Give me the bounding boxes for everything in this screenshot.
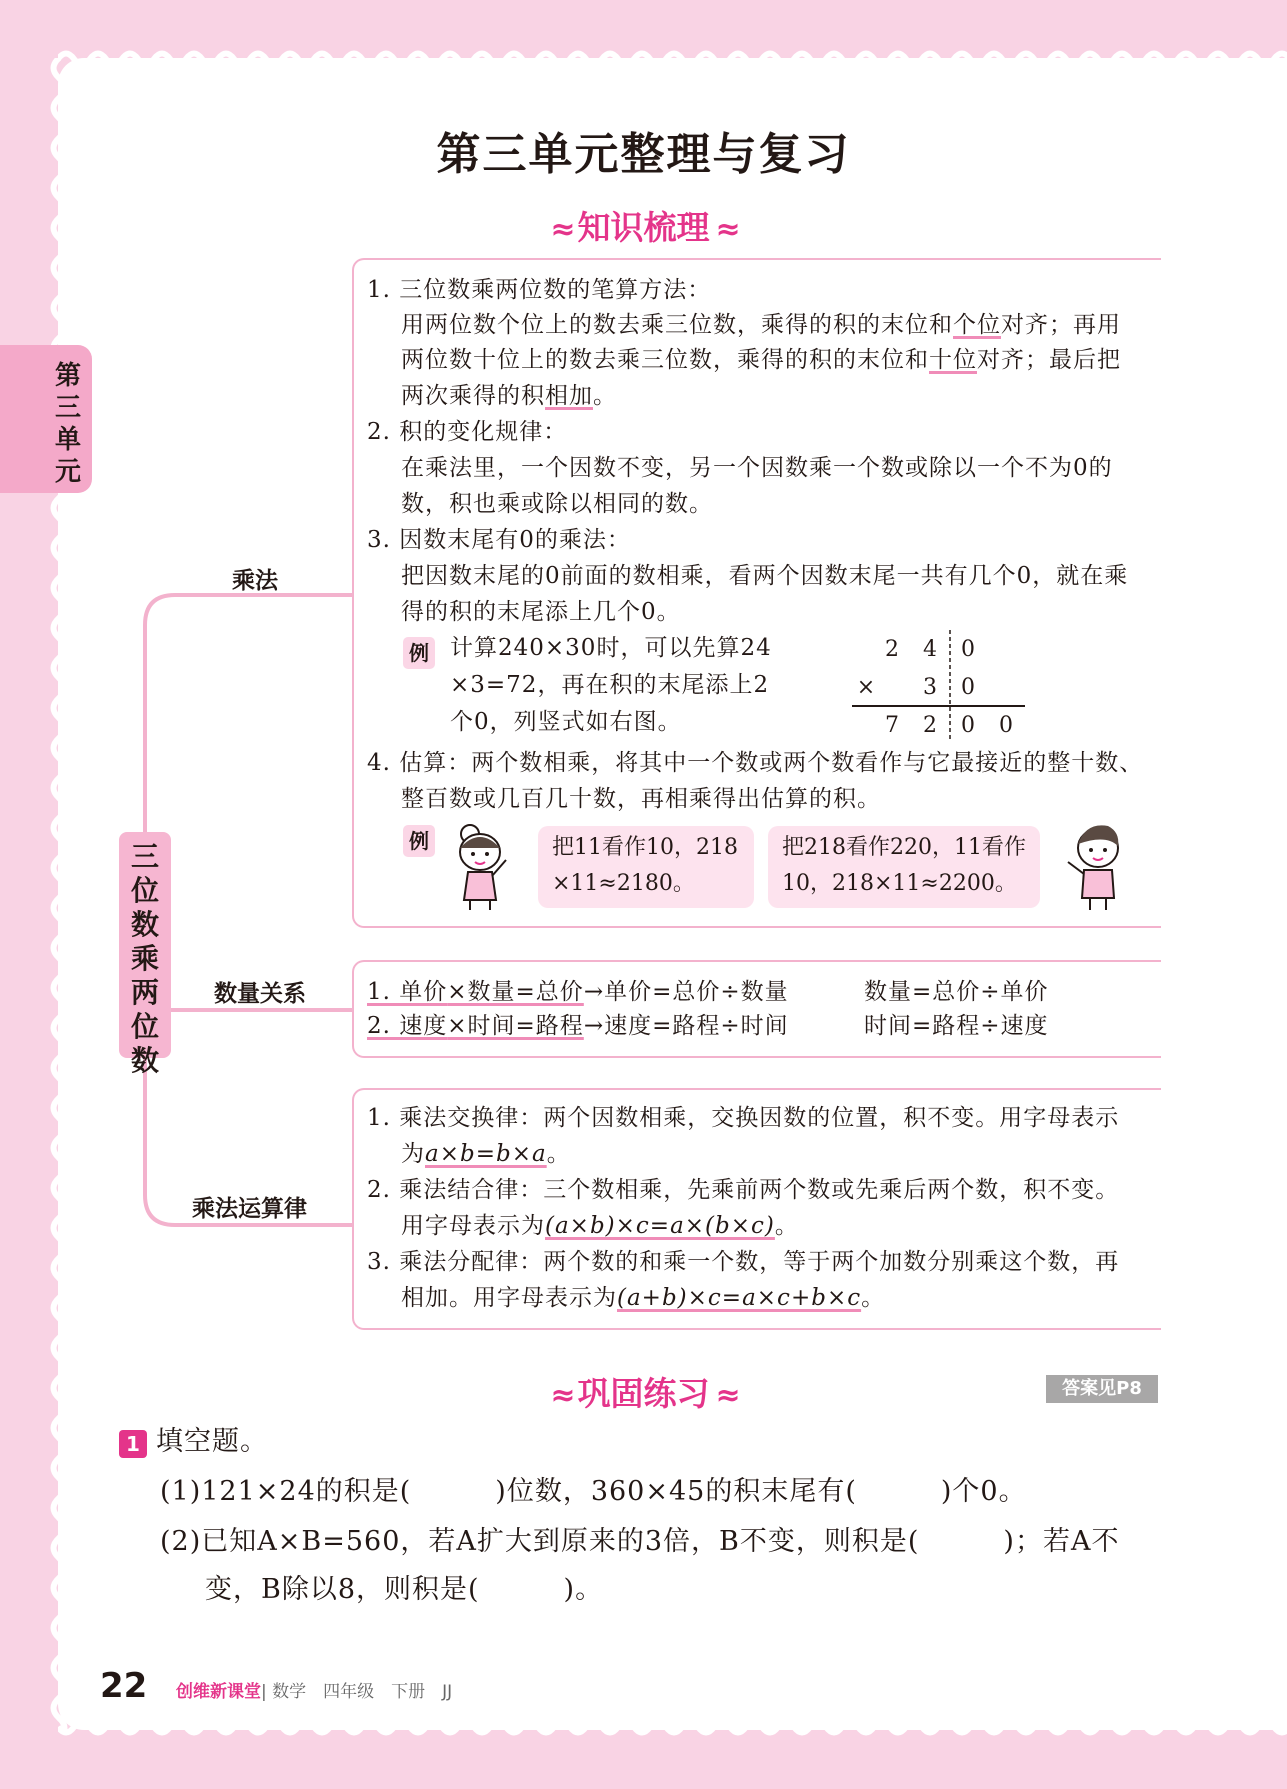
question-item-1: (1)121×24的积是( )位数，360×45的积末尾有( )个0。 — [160, 1476, 1027, 1507]
mult-line-9: 把因数末尾的0前面的数相乘，看两个因数末尾一共有几个0，就在乘 — [401, 563, 1129, 589]
question-title: 填空题。 — [156, 1426, 268, 1457]
text: 。 — [593, 383, 617, 409]
example1-line-3: 个0，列竖式如右图。 — [450, 709, 682, 735]
girl-avatar — [440, 820, 520, 912]
highlight-text: 相加 — [545, 383, 593, 409]
text: 两次乘得的积 — [401, 383, 545, 409]
mult-line-12: 整百数或几百几十数，再相乘得出估算的积。 — [401, 786, 881, 812]
text: 两位数十位上的数去乘三位数，乘得的积的末位和 — [401, 347, 929, 373]
branch-label-quantity: 数量关系 — [214, 981, 306, 1007]
footer-book-info — [176, 1677, 452, 1702]
laws-line-3: 2. 乘法结合律：三个数相乘，先乘前两个数或先乘后两个数，积不变。 — [367, 1177, 1120, 1203]
quantity-line-2 — [367, 1008, 789, 1044]
example-label: 例 — [403, 637, 435, 669]
question-number-badge: 1 — [119, 1430, 147, 1458]
calc-digit: 2 — [923, 713, 937, 738]
mult-line-2 — [401, 307, 1121, 343]
highlight-text: 1. 单价 — [367, 979, 448, 1005]
bubble-line: 10，218×11≈2200。 — [782, 871, 1017, 896]
text: 对齐；再用 — [1001, 312, 1121, 338]
text: 对齐；最后把 — [977, 347, 1121, 373]
calc-digit: 0 — [961, 675, 975, 700]
quantity-line-2-right: 时间=路程÷速度 — [864, 1013, 1049, 1039]
mult-line-4 — [401, 378, 617, 414]
question-item-2-line-2: 变，B除以8，则积是( )。 — [205, 1574, 604, 1605]
wave-icon: ≈ — [715, 1378, 737, 1413]
wave-icon: ≈ — [715, 212, 737, 247]
text: →单价=总价÷数量 — [583, 979, 789, 1005]
text: 为 — [401, 1141, 425, 1167]
footer-rest: | 数学 四年级 下册 JJ — [261, 1682, 453, 1702]
page-number: 22 — [100, 1666, 148, 1706]
section-heading-practice-label: 巩固练习 — [577, 1374, 710, 1413]
laws-line-4 — [401, 1208, 799, 1244]
quantity-line-1 — [367, 974, 789, 1010]
formula-text: (a+b)×c=a×c+b×c — [617, 1285, 862, 1311]
example1-line-1: 计算240×30时，可以先算24 — [450, 635, 772, 661]
quantity-line-1-right: 数量=总价÷单价 — [864, 979, 1049, 1005]
text: 。 — [861, 1285, 886, 1311]
branch-label-multiplication: 乘法 — [232, 568, 278, 594]
highlight-text: 个位 — [953, 312, 1001, 338]
calc-digit: 0 — [999, 713, 1013, 738]
mind-map-center-label: 三位数乘两位数 — [130, 840, 159, 1077]
calc-digit: 0 — [961, 637, 975, 662]
calc-digit: 4 — [923, 637, 937, 662]
boy-avatar — [1056, 818, 1136, 912]
text: 用字母表示为 — [401, 1213, 545, 1239]
wave-icon: ≈ — [550, 212, 572, 247]
calc-digit: 2 — [885, 637, 899, 662]
mult-line-5: 2. 积的变化规律： — [367, 419, 568, 445]
highlight-text: ×数量=总价 — [447, 979, 584, 1005]
mult-line-8: 3. 因数末尾有0的乘法： — [367, 527, 631, 553]
text: 。 — [774, 1213, 799, 1239]
branch-label-laws: 乘法运算律 — [192, 1196, 307, 1222]
mult-line-7: 数，积也乘或除以相同的数。 — [401, 491, 713, 517]
calc-digit: 0 — [961, 713, 975, 738]
laws-line-1: 1. 乘法交换律：两个因数相乘，交换因数的位置，积不变。用字母表示 — [367, 1105, 1120, 1131]
mult-line-3 — [401, 342, 1121, 378]
page-title: 第三单元整理与复习 — [436, 129, 851, 180]
answer-reference-tag: 答案见P8 — [1046, 1375, 1158, 1403]
bubble-line: 把218看作220，11看作 — [782, 835, 1026, 860]
mult-line-1: 1. 三位数乘两位数的笔算方法： — [367, 277, 712, 303]
mult-line-6: 在乘法里，一个因数不变，另一个因数乘一个数或除以一个不为0的 — [401, 455, 1113, 481]
example1-line-2: ×3=72，再在积的末尾添上2 — [450, 672, 770, 698]
wave-icon: ≈ — [550, 1378, 572, 1413]
speech-bubble-girl — [538, 826, 754, 908]
formula-text: a×b=b×a — [425, 1141, 547, 1167]
highlight-text: ×时间=路程 — [447, 1013, 584, 1039]
footer-brand: 创维新课堂 — [176, 1682, 261, 1702]
speech-bubble-boy — [768, 826, 1040, 908]
example-label: 例 — [403, 825, 435, 857]
section-heading-knowledge-label: 知识梳理 — [577, 208, 710, 247]
calc-digit: 3 — [923, 675, 937, 700]
question-item-2-line-1: (2)已知A×B=560，若A扩大到原来的3倍，B不变，则积是( )；若A不 — [160, 1526, 1120, 1557]
bubble-line: 把11看作10，218 — [552, 835, 738, 860]
laws-line-5: 3. 乘法分配律：两个数的和乘一个数，等于两个加数分别乘这个数，再 — [367, 1249, 1120, 1275]
calc-digit: 7 — [885, 713, 899, 738]
bubble-line: ×11≈2180。 — [552, 871, 695, 896]
highlight-text: 2. 速度 — [367, 1013, 448, 1039]
laws-line-6 — [401, 1280, 885, 1316]
laws-line-2 — [401, 1136, 571, 1172]
mult-line-11: 4. 估算：两个数相乘，将其中一个数或两个数看作与它最接近的整十数、 — [367, 750, 1144, 776]
highlight-text: 十位 — [929, 347, 977, 373]
mult-line-10: 得的积的末尾添上几个0。 — [401, 599, 681, 625]
text: →速度=路程÷时间 — [583, 1013, 789, 1039]
text: 。 — [546, 1141, 571, 1167]
vertical-calc-lines — [850, 630, 1030, 745]
unit-side-tab-label: 第三单元 — [54, 361, 81, 487]
formula-text: (a×b)×c=a×(b×c) — [545, 1213, 775, 1239]
text: 用两位数个位上的数去乘三位数，乘得的积的末位和 — [401, 312, 953, 338]
calc-multiply-sign: × — [856, 675, 876, 700]
text: 相加。用字母表示为 — [401, 1285, 617, 1311]
